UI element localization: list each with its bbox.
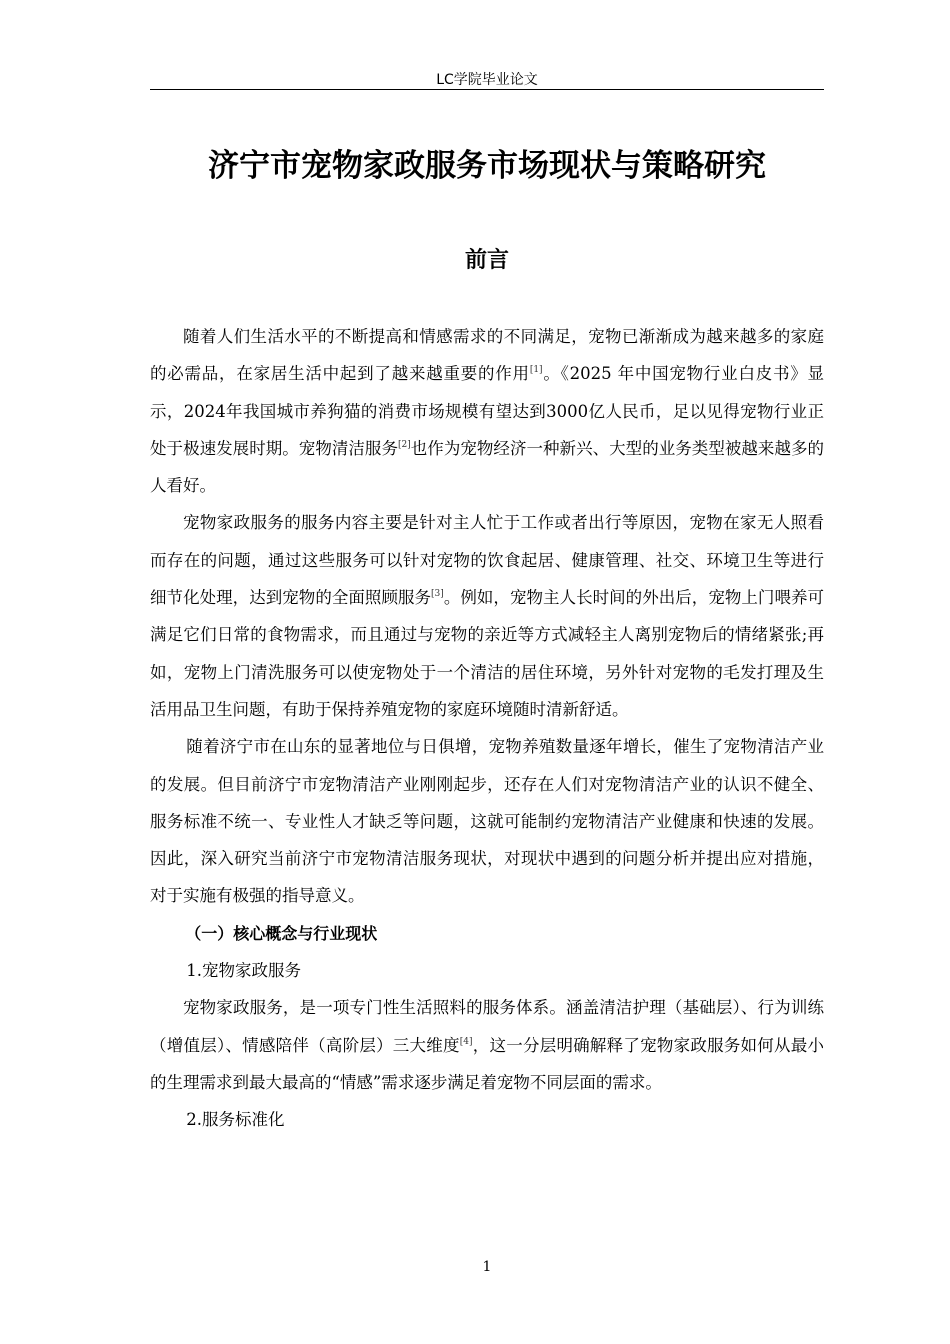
paragraph-1-text-b: 。《2025 年中国宠物行业白皮书》显示，2024年我国城市养狗猫的消费市场规模有望达到3000亿人民币，足以见得宠物行业正处于极速发展时期。宠物清洁服务 [150, 364, 825, 458]
item-2-label: 2.服务标准化 [186, 1110, 285, 1130]
item-1-text-b: ，这一分层明确解释了宠物家政服务如何从最小的生理需求到最大最高的“情感”需求逐步满足着宠物不同层面的需求。 [150, 1035, 825, 1092]
item-1-label: 1.宠物家政服务 [186, 961, 302, 981]
citation-1: [1] [529, 365, 543, 376]
page-number: 1 [482, 1259, 492, 1275]
paragraph-1 [150, 318, 824, 504]
paragraph-2 [150, 504, 824, 728]
paragraph-1-text-c: 也作为宠物经济一种新兴、大型的业务类型被越来越多的人看好。 [150, 438, 824, 496]
paragraph-3: 随着济宁市在山东的显著地位与日俱增，宠物养殖数量逐年增长，催生了宠物清洁产业的发展。但目前济宁市宠物清洁产业刚刚起步，还存在人们对宠物清洁产业的认识不健全、服务标准不统一、专业性人才缺乏等问题，这就可能制约宠物清洁产业健康和快速的发展。因此，深入研究当前济宁市宠物清洁服务现状，对现状中遇到的问题分析并提出应对措施，对于实施有极强的指导意义。 [150, 737, 824, 906]
paragraph-2-text-a: 宠物家政服务的服务内容主要是针对主人忙于工作或者出行等原因，宠物在家无人照看而存在的问题，通过这些服务可以针对宠物的饮食起居、健康管理、社交、环境卫生等进行细节化处理，达到宠物的全面照顾服务 [150, 513, 824, 608]
citation-2: [2] [397, 439, 411, 450]
paragraph-1-text-a: 随着人们生活水平的不断提高和情感需求的不同满足，宠物已渐渐成为越来越多的家庭的必需品，在家居生活中起到了越来越重要的作用 [150, 327, 824, 384]
header-rule [150, 89, 824, 90]
citation-3: [3] [431, 589, 444, 600]
paragraph-2-text-b: 。例如，宠物主人长时间的外出后，宠物上门喂养可满足它们日常的食物需求，而且通过与宠物的亲近等方式减轻主人离别宠物后的情绪紧张;再如，宠物上门清洗服务可以使宠物处于一个清洁的居住环境，另外针对宠物的毛发打理及生活用品卫生问题，有助于保持养殖宠物的家庭环境随时清新舒适。 [150, 588, 824, 719]
item-1-paragraph [150, 989, 824, 1101]
citation-4: [4] [459, 1036, 473, 1047]
body-text [150, 318, 824, 1139]
running-header: LC学院毕业论文 [436, 72, 538, 88]
document-title: 济宁市宠物家政服务市场现状与策略研究 [208, 148, 766, 184]
subheading: （一）核心概念与行业现状 [185, 923, 378, 943]
section-title: 前言 [464, 248, 509, 273]
item-1-text-a: 宠物家政服务，是一项专门性生活照料的服务体系。涵盖清洁护理（基础层）、行为训练（增值层）、情感陪伴（高阶层）三大维度 [150, 998, 824, 1055]
